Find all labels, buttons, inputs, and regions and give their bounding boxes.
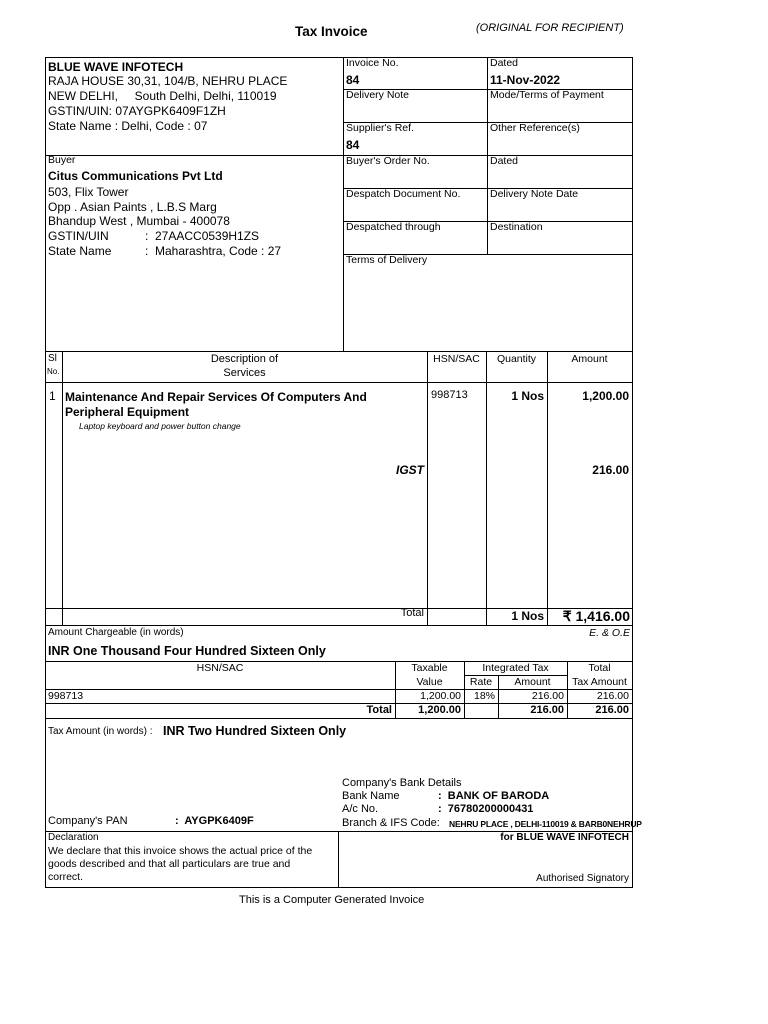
item-description-2: Peripheral Equipment xyxy=(65,405,190,419)
item-hsn: 998713 xyxy=(431,389,468,401)
summary-row-taxable: 1,200.00 xyxy=(420,690,461,702)
declaration-line-2: goods described and that all particulars are true and xyxy=(48,858,291,870)
tax-words-label: Tax Amount (in words) : xyxy=(48,726,153,737)
summary-total-amount: 216.00 xyxy=(530,704,564,716)
for-company-label: for BLUE WAVE INFOTECH xyxy=(500,832,629,843)
buyer-address-2: Opp . Asian Paints , L.B.S Marg xyxy=(48,200,217,214)
dated-label: Dated xyxy=(490,57,519,69)
buyer-state-label: State Name xyxy=(48,244,112,258)
buyer-state-value: : Maharashtra, Code : 27 xyxy=(145,244,282,258)
buyers-order-label: Buyer's Order No. xyxy=(346,155,430,167)
branch-ifs-value: NEHRU PLACE , DELHI-110019 & BARB0NEHRUP xyxy=(449,819,642,829)
summary-row-rate: 18% xyxy=(473,690,495,702)
item-sl: 1 xyxy=(49,389,56,403)
despatch-doc-label: Despatch Document No. xyxy=(346,188,461,200)
pan-value: : AYGPK6409F xyxy=(175,815,254,827)
delivery-note-label: Delivery Note xyxy=(346,89,410,101)
authorised-signatory: Authorised Signatory xyxy=(536,873,629,884)
col-no: No. xyxy=(47,367,60,376)
bank-name: : BANK OF BARODA xyxy=(438,790,550,802)
amount-words-label: Amount Chargeable (in words) xyxy=(48,627,184,638)
items-total-quantity: 1 Nos xyxy=(511,609,544,623)
invoice-title: Tax Invoice xyxy=(295,24,368,39)
col-quantity: Quantity xyxy=(496,353,537,365)
item-note: Laptop keyboard and power button change xyxy=(79,421,241,431)
tax-words-value: INR Two Hundred Sixteen Only xyxy=(163,724,347,738)
seller-address-2: NEW DELHI, South Delhi, Delhi, 110019 xyxy=(48,89,277,103)
seller-address-1: RAJA HOUSE 30,31, 104/B, NEHRU PLACE xyxy=(48,74,288,88)
summary-col-total-1: Total xyxy=(588,662,611,674)
account-no-label: A/c No. xyxy=(342,803,379,815)
mode-terms-label: Mode/Terms of Payment xyxy=(490,89,604,101)
seller-state: State Name : Delhi, Code : 07 xyxy=(48,119,208,133)
item-amount: 1,200.00 xyxy=(582,389,629,403)
amount-words-value: INR One Thousand Four Hundred Sixteen Only xyxy=(48,644,326,658)
summary-col-total-2: Tax Amount xyxy=(572,676,627,688)
other-ref-label: Other Reference(s) xyxy=(490,122,580,134)
declaration-label: Declaration xyxy=(48,832,99,843)
suppliers-ref-label: Supplier's Ref. xyxy=(346,122,414,134)
delivery-note-date-label: Delivery Note Date xyxy=(490,188,579,200)
summary-col-rate: Rate xyxy=(469,676,493,688)
col-hsn: HSN/SAC xyxy=(433,353,480,365)
item-quantity: 1 Nos xyxy=(511,389,544,403)
item-description-1: Maintenance And Repair Services Of Computers And xyxy=(65,390,367,404)
col-amount: Amount xyxy=(571,353,608,365)
copy-label: (ORIGINAL FOR RECIPIENT) xyxy=(476,22,624,34)
igst-amount: 216.00 xyxy=(592,463,629,477)
terms-delivery-label: Terms of Delivery xyxy=(346,254,428,266)
summary-row-total: 216.00 xyxy=(596,690,629,702)
summary-row-amount: 216.00 xyxy=(531,690,564,702)
pan-label: Company's PAN xyxy=(48,815,128,827)
computer-generated-note: This is a Computer Generated Invoice xyxy=(239,894,425,906)
buyer-gstin-value: : 27AACC0539H1ZS xyxy=(145,229,260,243)
buyer-label: Buyer xyxy=(48,154,76,166)
declaration-line-1: We declare that this invoice shows the actual price of the xyxy=(48,845,313,857)
igst-label: IGST xyxy=(395,463,424,477)
invoice-date: 11-Nov-2022 xyxy=(490,73,561,87)
buyer-name: Citus Communications Pvt Ltd xyxy=(48,169,223,183)
summary-col-integrated: Integrated Tax xyxy=(482,662,549,674)
buyer-address-1: 503, Flix Tower xyxy=(48,185,129,199)
items-total-label: Total xyxy=(400,607,424,619)
declaration-line-3: correct. xyxy=(48,871,84,883)
items-total-amount: ₹ 1,416.00 xyxy=(562,608,630,624)
col-sl: Sl xyxy=(48,353,57,364)
account-no: : 76780200000431 xyxy=(438,803,534,815)
summary-col-hsn: HSN/SAC xyxy=(196,662,244,674)
summary-total-label: Total xyxy=(366,704,392,716)
summary-total-taxable: 1,200.00 xyxy=(418,704,461,716)
summary-col-taxable-1: Taxable xyxy=(411,662,448,674)
summary-col-taxable-2: Value xyxy=(416,676,443,688)
suppliers-ref: 84 xyxy=(346,138,360,152)
bank-name-label: Bank Name xyxy=(342,790,400,802)
invoice-no: 84 xyxy=(346,73,360,87)
bank-title: Company's Bank Details xyxy=(342,777,462,789)
eoe-label: E. & O.E xyxy=(589,627,630,639)
despatched-through-label: Despatched through xyxy=(346,221,441,233)
summary-col-amount: Amount xyxy=(514,676,551,688)
buyer-gstin-label: GSTIN/UIN xyxy=(48,229,109,243)
seller-name: BLUE WAVE INFOTECH xyxy=(48,60,184,74)
order-dated-label: Dated xyxy=(490,155,519,167)
col-description-1: Description of xyxy=(210,353,279,365)
summary-total-tax: 216.00 xyxy=(595,704,629,716)
invoice-no-label: Invoice No. xyxy=(346,57,399,69)
buyer-address-3: Bhandup West , Mumbai - 400078 xyxy=(48,214,230,228)
branch-ifs-label: Branch & IFS Code: xyxy=(342,817,440,829)
destination-label: Destination xyxy=(490,221,543,233)
summary-row-hsn: 998713 xyxy=(48,690,84,702)
seller-gstin: GSTIN/UIN: 07AYGPK6409F1ZH xyxy=(48,104,226,118)
col-description-2: Services xyxy=(223,367,266,379)
